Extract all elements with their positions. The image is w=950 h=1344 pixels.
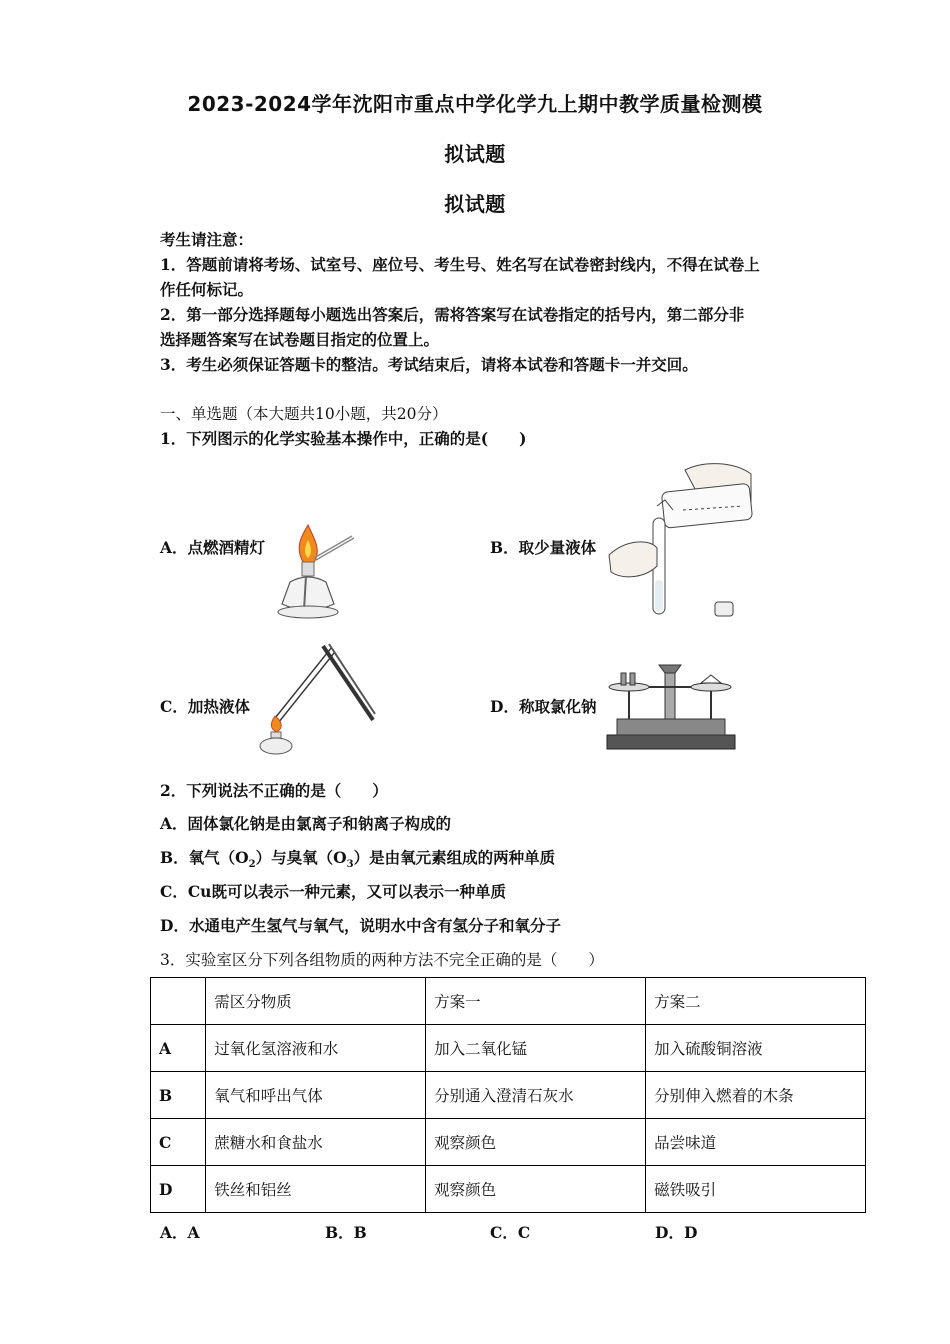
exam-title-line2: 拟试题: [444, 142, 506, 166]
q3-answer-c: C．C: [490, 1223, 531, 1242]
table-header-cell: 方案一: [426, 978, 646, 1025]
table-cell: A: [151, 1025, 206, 1072]
q1-option-c: C．加热液体: [160, 697, 250, 716]
q3-table: [150, 977, 866, 1213]
exam-title-line1: 2023-2024学年沈阳市重点中学化学九上期中教学质量检测模: [187, 92, 763, 116]
table-cell: 观察颜色: [426, 1166, 646, 1213]
exam-title-line3: 拟试题: [444, 192, 506, 216]
notice-item-2b: 选择题答案写在试卷题目指定的位置上。: [160, 330, 440, 349]
section-heading: 一、单选题（本大题共10小题，共20分）: [160, 405, 448, 423]
table-row: [151, 1025, 866, 1072]
liquid-pouring-figure: [605, 460, 755, 625]
table-cell: 铁丝和铝丝: [206, 1166, 426, 1213]
q2-option-b: B．氧气$(O_2)$与臭氧$(O_3)$是由氧元素组成的两种单质: [160, 848, 556, 871]
table-header-cell: [151, 978, 206, 1025]
table-row: [151, 1119, 866, 1166]
table-cell: 过氧化氢溶液和水: [206, 1025, 426, 1072]
alcohol-lamp-lighting-figure: [270, 520, 360, 625]
notice-item-3: 3．考生必须保证答题卡的整洁。考试结束后，请将本试卷和答题卡一并交回。: [160, 355, 698, 374]
table-cell: 蔗糖水和食盐水: [206, 1119, 426, 1166]
q1-option-b: B．取少量液体: [490, 538, 597, 557]
table-row: [151, 1072, 866, 1119]
q2-option-a: A．固体氯化钠是由氯离子和钠离子构成的: [160, 814, 452, 833]
table-header-row: [151, 978, 866, 1025]
table-cell: 观察颜色: [426, 1119, 646, 1166]
table-header-cell: 需区分物质: [206, 978, 426, 1025]
balance-figure: [603, 657, 738, 752]
table-cell: D: [151, 1166, 206, 1213]
q2-option-d: D．水通电产生氢气与氧气，说明水中含有氢分子和氧分子: [160, 916, 561, 935]
q3-stem: 3．实验室区分下列各组物质的两种方法不完全正确的是（ ）: [160, 951, 604, 969]
q3-answer-a: A．A: [160, 1223, 200, 1242]
table-header-cell: 方案二: [646, 978, 866, 1025]
notice-heading: 考生请注意：: [160, 230, 254, 249]
table-cell: 加入硫酸铜溶液: [646, 1025, 866, 1072]
table-cell: 磁铁吸引: [646, 1166, 866, 1213]
q1-stem: 1．下列图示的化学实验基本操作中，正确的是( ): [160, 429, 527, 448]
table-cell: 加入二氧化锰: [426, 1025, 646, 1072]
q1-option-d: D．称取氯化钠: [490, 697, 597, 716]
table-row: [151, 1166, 866, 1213]
q2-option-c: C．Cu既可以表示一种元素，又可以表示一种单质: [160, 882, 506, 901]
table-cell: B: [151, 1072, 206, 1119]
table-cell: C: [151, 1119, 206, 1166]
table-cell: 品尝味道: [646, 1119, 866, 1166]
notice-item-2a: 2．第一部分选择题每小题选出答案后，需将答案写在试卷指定的括号内，第二部分非: [160, 305, 745, 324]
q3-answer-b: B．B: [325, 1223, 367, 1242]
q3-answer-d: D．D: [655, 1223, 698, 1242]
notice-item-1a: 1．答题前请将考场、试室号、座位号、考生号、姓名写在试卷密封线内，不得在试卷上: [160, 255, 760, 274]
heating-liquid-figure: [255, 642, 380, 757]
table-cell: 分别通入澄清石灰水: [426, 1072, 646, 1119]
table-cell: 分别伸入燃着的木条: [646, 1072, 866, 1119]
q2-stem: 2．下列说法不正确的是（ ）: [160, 781, 388, 800]
notice-item-1b: 作任何标记。: [160, 280, 254, 299]
q1-option-a: A．点燃酒精灯: [160, 538, 266, 557]
table-cell: 氧气和呼出气体: [206, 1072, 426, 1119]
